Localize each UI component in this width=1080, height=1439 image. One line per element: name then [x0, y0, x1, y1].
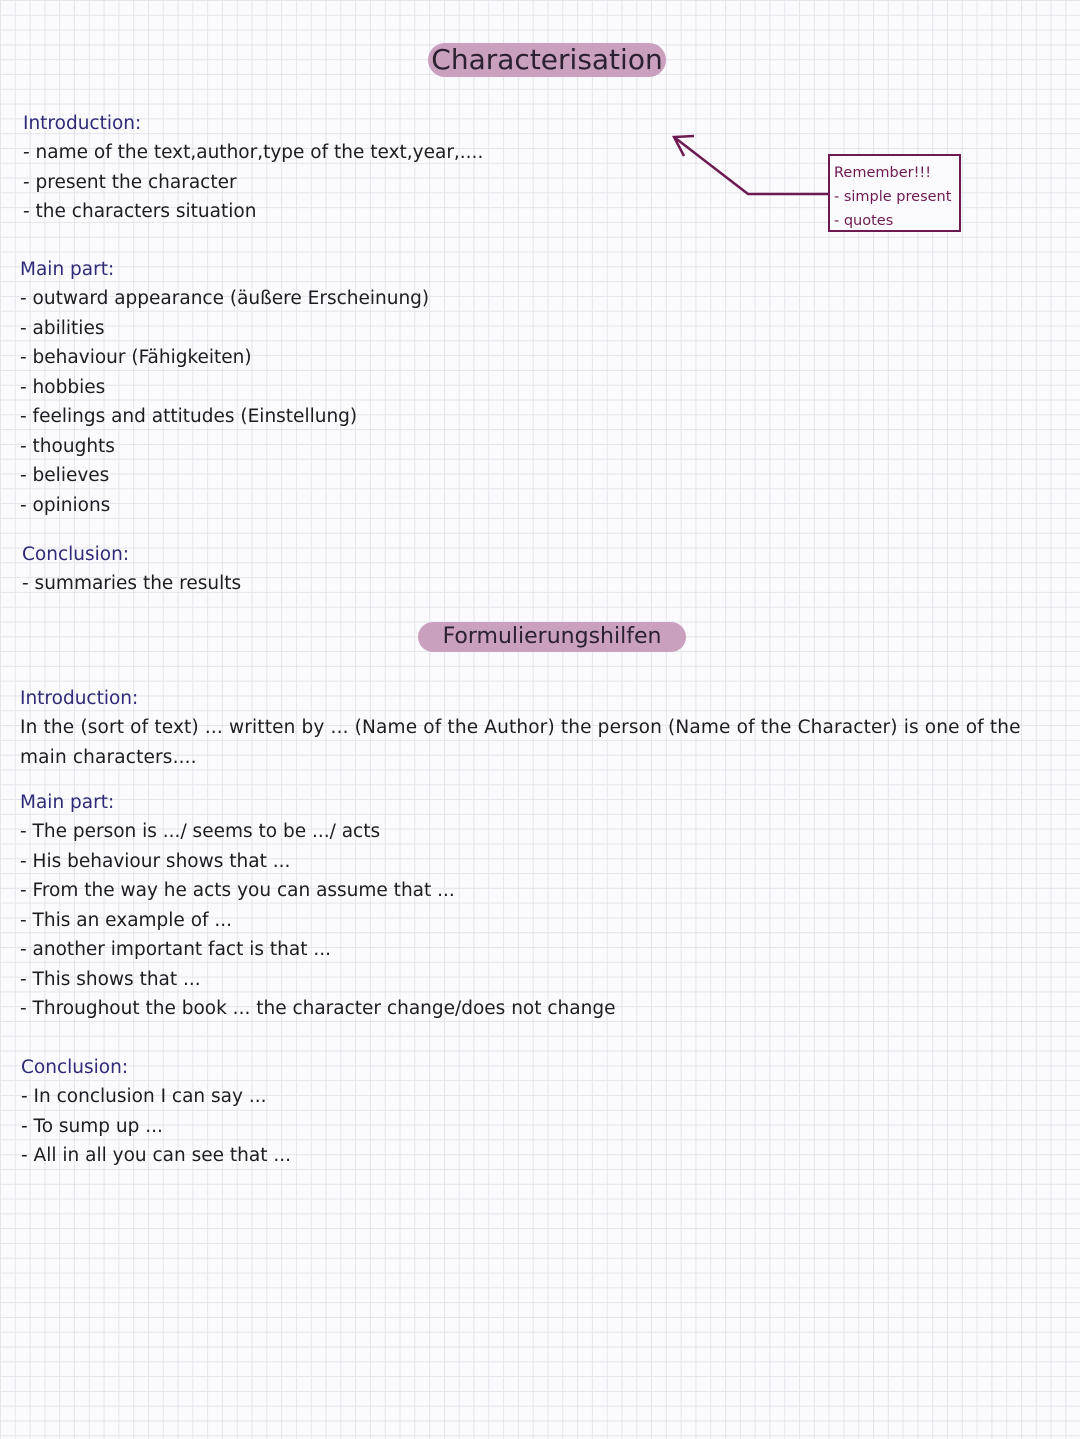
remember-title: Remember!!!: [834, 165, 932, 181]
remember-note: [828, 154, 961, 232]
list-item: - present the character: [23, 171, 237, 193]
remember-item: - simple present: [834, 189, 952, 205]
conclusion-heading: Conclusion:: [21, 1057, 129, 1078]
intro-paragraph: In the (sort of text) ... written by ... (Name of the Author) the person (Name of the Character) is one of the main characters....: [20, 717, 1021, 768]
list-item: - behaviour (Fähigkeiten): [20, 347, 252, 368]
list-item: - In conclusion I can say ...: [21, 1086, 267, 1107]
list-item: - opinions: [20, 494, 111, 516]
main-part-heading: Main part:: [20, 259, 115, 280]
list-item: - His behaviour shows that ...: [20, 850, 291, 872]
phrases-conclusion-section: [21, 1053, 291, 1171]
list-item: - name of the text,author,type of the text,year,....: [23, 142, 484, 163]
list-item: - thoughts: [20, 435, 115, 457]
list-item: - feelings and attitudes (Einstellung): [20, 406, 358, 427]
conclusion-section: [22, 540, 241, 599]
list-item: - hobbies: [20, 376, 106, 398]
intro-section: [23, 109, 483, 227]
list-item: - believes: [20, 465, 110, 486]
list-item: - The person is .../ seems to be .../ acts: [20, 821, 381, 842]
list-item: - To sump up ...: [21, 1115, 163, 1137]
list-item: - the characters situation: [23, 201, 257, 222]
phrases-main-section: [20, 788, 615, 1024]
phrases-intro-section: [20, 684, 138, 713]
main-part-section: [20, 255, 429, 520]
conclusion-heading: Conclusion:: [22, 544, 130, 565]
list-item: - This an example of ...: [20, 909, 233, 931]
list-item: - outward appearance (äußere Erscheinung): [20, 288, 430, 309]
list-item: - From the way he acts you can assume that ...: [20, 880, 455, 901]
list-item: - Throughout the book ... the character change/does not change: [20, 998, 616, 1019]
remember-item: - quotes: [834, 213, 894, 229]
list-item: - summaries the results: [22, 573, 242, 594]
page-title: Characterisation: [428, 43, 666, 77]
section-title: Formulierungshilfen: [418, 622, 686, 652]
intro-heading: Introduction:: [23, 113, 142, 134]
list-item: - This shows that ...: [20, 968, 201, 990]
main-part-heading: Main part:: [20, 792, 115, 813]
list-item: - abilities: [20, 317, 105, 339]
list-item: - All in all you can see that ...: [21, 1145, 291, 1166]
intro-heading: Introduction:: [20, 688, 139, 709]
list-item: - another important fact is that ...: [20, 939, 331, 960]
